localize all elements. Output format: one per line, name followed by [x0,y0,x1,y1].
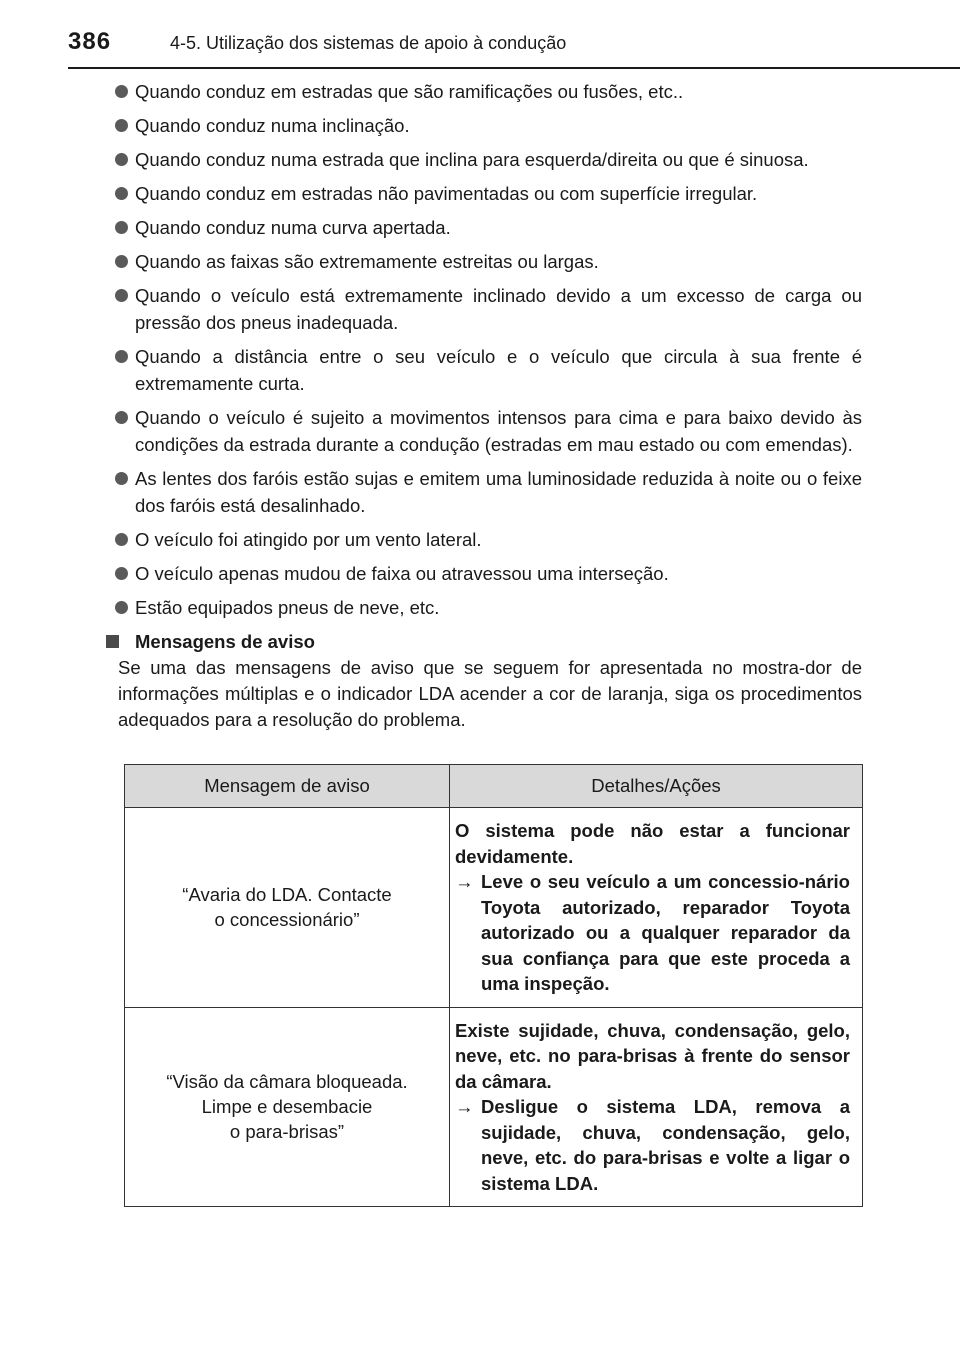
details-cell [450,808,863,1008]
message-line: “Avaria do LDA. Contacte [182,884,392,906]
warning-messages-table [124,764,863,1207]
message-line: o concessionário” [214,909,360,931]
bullet-icon [115,601,128,614]
page-header [68,28,960,68]
main-content [115,78,862,733]
list-item-text: Quando conduz em estradas não pavimentadas ou com superfície irregular. [135,183,758,204]
column-header-message: Mensagem de aviso [125,765,450,808]
detail-text: Existe sujidade, chuva, condensação, gelo, neve, etc. no para-brisas à frente do sensor da câmara. [455,1019,850,1092]
warning-message-cell [125,1007,450,1207]
list-item-text: As lentes dos faróis estão sujas e emitem uma luminosidade reduzida à noite ou o feixe dos faróis está desalinhado. [135,468,862,516]
action-item [455,1094,850,1196]
message-line: Limpe e desembacie [201,1096,373,1118]
bullet-icon [115,411,128,424]
list-item [115,78,862,105]
bullet-icon [115,85,128,98]
action-text: Desligue o sistema LDA, remova a sujidade, chuva, condensação, gelo, neve, etc. do para-brisas e volte a ligar o sistema LDA. [481,1096,850,1194]
list-item-text: Quando conduz em estradas que são ramificações ou fusões, etc.. [135,81,684,102]
bullet-icon [115,289,128,302]
list-item [115,465,862,519]
list-item [115,180,862,207]
table-header-row [125,765,863,808]
subsection-heading-text: Mensagens de aviso [135,631,315,652]
condition-list [115,78,862,621]
list-item-text: Quando conduz numa curva apertada. [135,217,451,238]
arrow-right-icon: → [455,1096,474,1117]
bullet-icon [115,255,128,268]
bullet-icon [115,187,128,200]
subsection-heading [115,628,862,655]
warning-messages-section [115,628,862,733]
list-item [115,526,862,553]
list-item [115,594,862,621]
list-item [115,282,862,336]
list-item [115,343,862,397]
column-header-details: Detalhes/Ações [450,765,863,808]
bullet-icon [115,153,128,166]
arrow-right-icon: → [455,871,474,892]
message-line: “Visão da câmara bloqueada. [166,1071,408,1093]
header-divider [68,67,960,69]
bullet-icon [115,533,128,546]
table-row [125,1007,863,1207]
list-item [115,404,862,458]
list-item [115,146,862,173]
bullet-icon [115,119,128,132]
list-item-text: Quando a distância entre o seu veículo e o veículo que circula à sua frente é extremamente curta. [135,346,862,394]
list-item [115,214,862,241]
table-row [125,808,863,1008]
subsection-intro: Se uma das mensagens de aviso que se seguem for apresentada no mostra-dor de informações múltiplas e o indicador LDA acender a cor de laranja, siga os procedimentos adequados para a resolução do problema. [118,657,862,730]
list-item [115,560,862,587]
page-number: 386 [68,28,112,55]
detail-text: O sistema pode não estar a funcionar devidamente. [455,820,850,867]
square-bullet-icon [106,635,119,648]
list-item [115,248,862,275]
list-item-text: Quando as faixas são extremamente estreitas ou largas. [135,251,599,272]
bullet-icon [115,567,128,580]
action-item [455,869,850,997]
bullet-icon [115,350,128,363]
list-item-text: Estão equipados pneus de neve, etc. [135,597,440,618]
bullet-icon [115,472,128,485]
list-item [115,112,862,139]
list-item-text: Quando o veículo é sujeito a movimentos intensos para cima e para baixo devido às condições da estrada durante a condução (estradas em mau estado ou com emendas). [135,407,862,455]
action-text: Leve o seu veículo a um concessio-nário Toyota autorizado, reparador Toyota autorizado ou a qualquer reparador da sua confiança para que este proceda a uma inspeção. [481,871,850,994]
message-line: o para-brisas” [229,1121,345,1143]
list-item-text: Quando conduz numa inclinação. [135,115,410,136]
details-cell [450,1007,863,1207]
section-title: 4-5. Utilização dos sistemas de apoio à condução [170,33,567,53]
list-item-text: O veículo foi atingido por um vento lateral. [135,529,482,550]
bullet-icon [115,221,128,234]
warning-message-cell [125,808,450,1008]
list-item-text: Quando o veículo está extremamente inclinado devido a um excesso de carga ou pressão dos pneus inadequada. [135,285,862,333]
list-item-text: O veículo apenas mudou de faixa ou atravessou uma interseção. [135,563,669,584]
list-item-text: Quando conduz numa estrada que inclina para esquerda/direita ou que é sinuosa. [135,149,809,170]
